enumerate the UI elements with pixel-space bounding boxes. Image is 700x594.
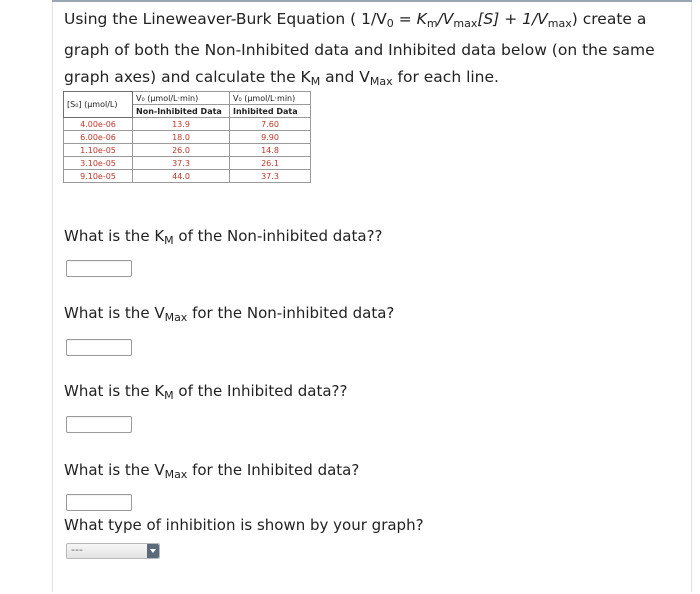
intro-subscript: M [310, 75, 321, 88]
header-v0-inhibited: V₀ (μmol/L·min) [230, 92, 311, 105]
cell-inhibited: 14.8 [230, 144, 311, 157]
intro-text: ) create a graph of both the Non-Inhibited data and Inhibited data below (on the same graph axes) and calculate the K [64, 10, 655, 86]
table-row [64, 131, 311, 144]
vmax-noninhibited-input[interactable] [66, 339, 132, 356]
question-text: for the Non-inhibited data? [187, 304, 395, 322]
km-noninhibited-input[interactable] [66, 260, 132, 277]
cell-substrate: 6.00e-06 [64, 131, 133, 144]
question-vmax-inhibited [64, 461, 359, 481]
intro-text: /V [437, 10, 454, 28]
question-text: What is the V [64, 304, 165, 322]
question-text: What is the V [64, 461, 165, 479]
intro-subscript: m [426, 17, 438, 30]
cell-noninhibited: 37.3 [133, 157, 230, 170]
question-text: of the Non-inhibited data?? [173, 227, 383, 245]
table-header-row [64, 92, 311, 105]
question-subscript: M [164, 389, 174, 402]
cell-noninhibited: 18.0 [133, 131, 230, 144]
question-text: of the Inhibited data?? [173, 382, 348, 400]
inhibition-type-dropdown[interactable] [66, 543, 160, 559]
intro-text: Using the Lineweaver-Burk Equation ( 1/V [64, 10, 387, 28]
table-row [64, 157, 311, 170]
header-substrate: [S₀] (μmol/L) [64, 92, 133, 118]
question-text: for the Inhibited data? [187, 461, 360, 479]
intro-text: for each line. [392, 68, 499, 86]
table-row [64, 118, 311, 131]
question-text: What is the K [64, 227, 165, 245]
cell-noninhibited: 44.0 [133, 170, 230, 183]
question-km-noninhibited [64, 227, 383, 247]
intro-text: K [416, 10, 427, 28]
table-row [64, 144, 311, 157]
intro-subscript: max [453, 17, 478, 30]
table-row [64, 170, 311, 183]
intro-subscript: Max [369, 75, 393, 88]
question-km-inhibited [64, 382, 347, 402]
cell-substrate: 3.10e-05 [64, 157, 133, 170]
km-inhibited-input[interactable] [66, 416, 132, 433]
intro-subscript: max [547, 17, 572, 30]
instructions-text [64, 6, 684, 95]
question-subscript: M [164, 234, 174, 247]
question-subscript: Max [164, 311, 188, 324]
intro-text: = [393, 10, 417, 28]
vmax-inhibited-input[interactable] [66, 494, 132, 511]
cell-inhibited: 9.90 [230, 131, 311, 144]
data-table [63, 91, 311, 183]
cell-noninhibited: 13.9 [133, 118, 230, 131]
dropdown-value: --- [71, 543, 83, 556]
cell-inhibited: 7.60 [230, 118, 311, 131]
intro-text: and V [320, 68, 370, 86]
question-vmax-noninhibited [64, 304, 394, 324]
question-subscript: Max [164, 468, 188, 481]
cell-substrate: 9.10e-05 [64, 170, 133, 183]
header-noninhibited-label: Non-Inhibited Data [133, 105, 230, 118]
header-inhibited-label: Inhibited Data [230, 105, 311, 118]
question-text: What is the K [64, 382, 165, 400]
question-inhibition-type: What type of inhibition is shown by your graph? [64, 516, 424, 534]
cell-inhibited: 26.1 [230, 157, 311, 170]
intro-text: [S] + 1/V [477, 10, 548, 28]
chevron-down-icon[interactable] [147, 544, 159, 558]
intro-subscript: 0 [386, 17, 394, 30]
cell-substrate: 4.00e-06 [64, 118, 133, 131]
cell-noninhibited: 26.0 [133, 144, 230, 157]
cell-substrate: 1.10e-05 [64, 144, 133, 157]
cell-inhibited: 37.3 [230, 170, 311, 183]
header-v0-noninhibited: V₀ (μmol/L·min) [133, 92, 230, 105]
